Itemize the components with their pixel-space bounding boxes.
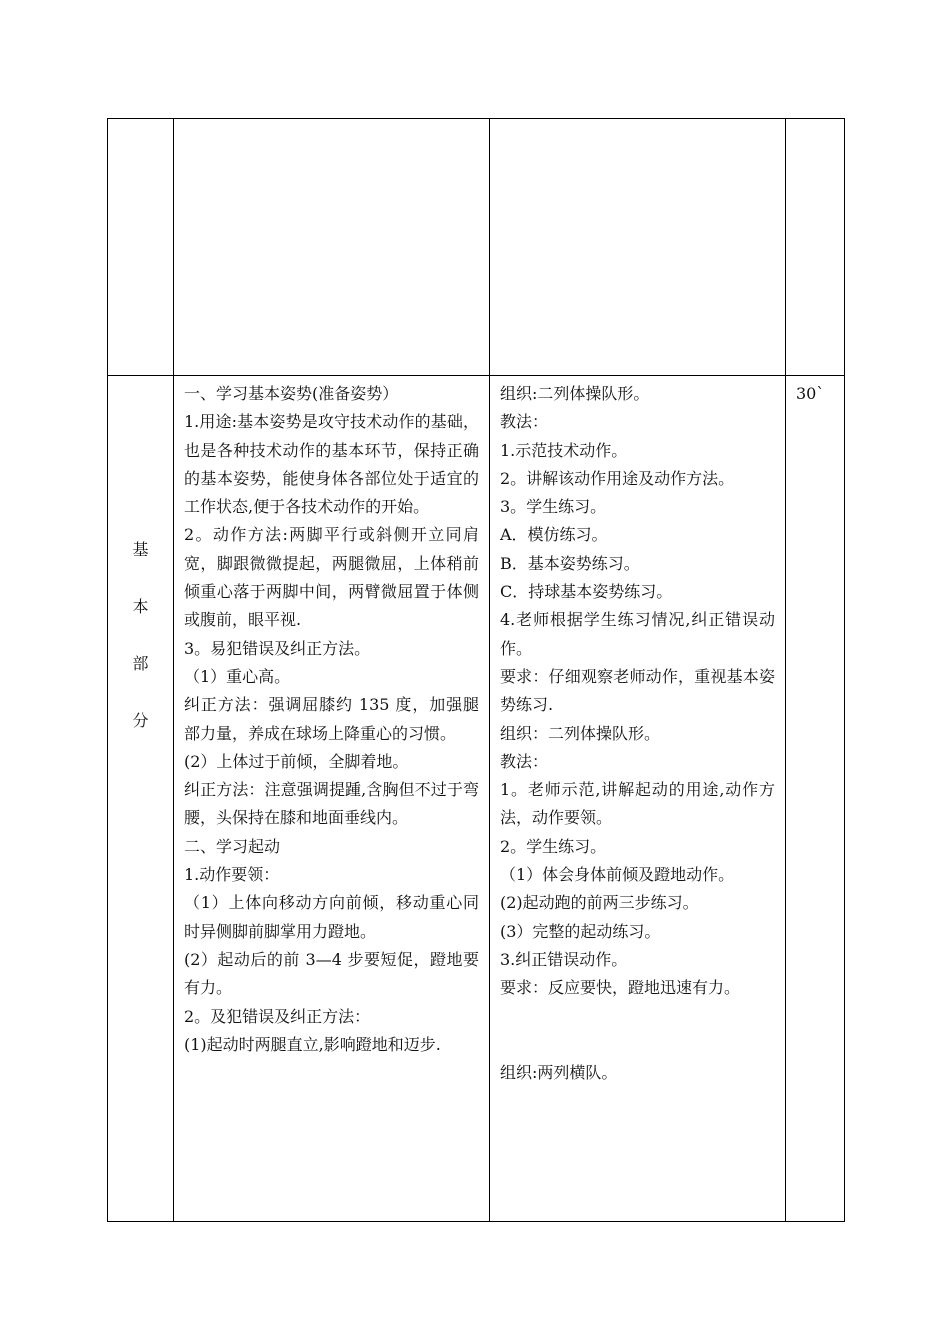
- content-cell: [174, 376, 490, 1222]
- method-line: 要求：仔细观察老师动作，重视基本姿势练习.: [500, 666, 775, 715]
- empty-cell-time: [786, 119, 845, 376]
- content-line: (1)起动时两腿直立,影响蹬地和迈步.: [184, 1034, 441, 1054]
- method-cell: [490, 376, 786, 1222]
- method-line: 要求：反应要快，蹬地迅速有力。: [500, 978, 741, 998]
- method-line: B．基本姿势练习。: [500, 553, 640, 573]
- section-label-char: 基: [132, 540, 149, 559]
- method-line: 组织：二列体操队形。: [500, 723, 661, 743]
- method-line: C．持球基本姿势练习。: [500, 582, 673, 602]
- table-row-empty: [108, 119, 845, 376]
- section-label-char: 本: [132, 597, 149, 616]
- content-line: 2。动作方法:两脚平行或斜侧开立同肩宽，脚跟微微提起，两腿微屈，上体稍前倾重心落于两脚中间，两臂微屈置于体侧或腹前，眼平视.: [184, 525, 479, 630]
- content-line: (2）上体过于前倾，全脚着地。: [184, 751, 409, 771]
- content-line: 1.用途:基本姿势是攻守技术动作的基础，也是各种技术动作的基本环节，保持正确的基本姿势，能使身体各部位处于适宜的工作状态,便于各技术动作的开始。: [184, 412, 479, 517]
- section-label-cell: [108, 376, 174, 1222]
- method-line: 组织:二列体操队形。: [500, 384, 650, 403]
- method-line: （1）体会身体前倾及蹬地动作。: [500, 865, 735, 885]
- content-line: 二、学习起动: [184, 836, 281, 856]
- method-line: 3。学生练习。: [500, 497, 607, 517]
- content-line: 2。及犯错误及纠正方法：: [184, 1006, 371, 1026]
- method-line: 1.示范技术动作。: [500, 440, 628, 460]
- method-line: 4.老师根据学生练习情况,纠正错误动作。: [500, 610, 775, 658]
- content-line: 3。易犯错误及纠正方法。: [184, 638, 371, 658]
- section-label-char: 部: [132, 654, 149, 673]
- time-cell: [786, 376, 845, 1222]
- method-line: 教法：: [500, 412, 549, 432]
- section-label: [108, 376, 173, 764]
- method-line: 2。讲解该动作用途及动作方法。: [500, 468, 735, 488]
- empty-cell-method: [490, 119, 786, 376]
- method-line: (3）完整的起动练习。: [500, 921, 661, 941]
- lesson-plan-table: [107, 118, 845, 1222]
- method-spacer: [500, 1003, 775, 1059]
- time-value: 30`: [796, 384, 825, 403]
- method-line: A．模仿练习。: [500, 525, 608, 545]
- content-line: (2）起动后的前 3—4 步要短促，蹬地要有力。: [184, 949, 479, 998]
- content-text: [174, 376, 489, 1059]
- method-line: 3.纠正错误动作。: [500, 949, 628, 969]
- method-line: 组织:两列横队。: [500, 1062, 618, 1082]
- method-text: [490, 376, 785, 1087]
- content-line: 纠正方法：注意强调提踵,含胸但不过于弯腰，头保持在膝和地面垂线内。: [184, 780, 479, 828]
- empty-cell-section: [108, 119, 174, 376]
- method-line: 2。学生练习。: [500, 836, 607, 856]
- method-line: 1。老师示范,讲解起动的用途,动作方法，动作要领。: [500, 780, 775, 828]
- content-line: 纠正方法：强调屈膝约 135 度，加强腿部力量，养成在球场上降重心的习惯。: [184, 695, 479, 743]
- table-row-basic-part: [108, 376, 845, 1222]
- method-line: 教法：: [500, 751, 549, 771]
- content-line: （1）上体向移动方向前倾，移动重心同时异侧脚前脚掌用力蹬地。: [184, 893, 479, 941]
- method-line: (2)起动跑的前两三步练习。: [500, 893, 699, 913]
- empty-cell-content: [174, 119, 490, 376]
- content-line: 一、学习基本姿势(准备姿势）: [184, 384, 399, 403]
- section-label-char: 分: [132, 711, 149, 730]
- content-line: （1）重心高。: [184, 666, 291, 686]
- content-line: 1.动作要领：: [184, 865, 280, 885]
